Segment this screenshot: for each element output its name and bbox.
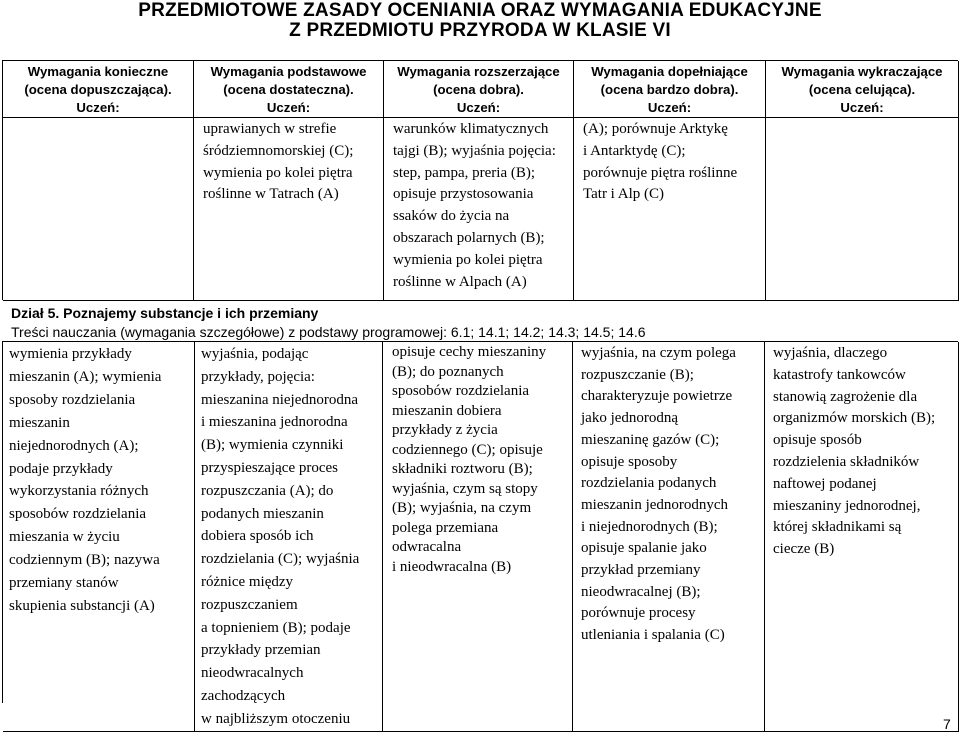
cell-line: rozdzielenia składników <box>773 453 920 470</box>
header-name: Wymagania rozszerzające <box>397 64 560 79</box>
cell-line: rozpuszczaniem <box>201 596 298 613</box>
header-cell <box>574 61 766 118</box>
header-uczen: Uczeń: <box>840 100 884 115</box>
cell-line: naftowej podanej <box>773 475 877 492</box>
header-cell <box>194 61 384 118</box>
cell-line: nieodwracalnych <box>201 665 304 682</box>
cell-line: polega przemiana <box>392 519 499 536</box>
header-uczen: Uczeń: <box>647 100 692 115</box>
cell-line: a topnieniem (B); podaje <box>201 619 351 636</box>
cell-line: warunków klimatycznych <box>393 121 549 137</box>
requirements-table-header <box>2 60 958 300</box>
header-grade: (ocena celująca). <box>808 82 916 97</box>
cell-line: i nieodwracalna (B) <box>392 558 512 575</box>
cell-line: step, pampa, preria (B); <box>393 164 536 181</box>
cell-line: przemiany stanów <box>9 575 119 592</box>
cell-line: codziennego (C); opisuje <box>392 441 543 458</box>
cell-line: (B); do poznanych <box>392 363 504 380</box>
cell-line: tajgi (B); wyjaśnia pojęcia: <box>393 142 556 159</box>
cell-line: porównuje procesy <box>581 605 696 622</box>
cell-line: skupienia substancji (A) <box>9 597 155 614</box>
cell-line: dobiera sposób ich <box>201 528 314 545</box>
section-curriculum: Treści nauczania (wymagania szczegółowe) z podstawy programowej: 6.1; 14.1; 14.2; 14.3; 14.5; 14.6 <box>11 324 646 340</box>
cell-line: mieszania w życiu <box>9 529 120 546</box>
table-cell <box>384 118 574 301</box>
cell-line: przykłady z życia <box>392 422 498 438</box>
cell-line: której składnikami są <box>773 519 902 536</box>
table-cell <box>574 118 766 301</box>
header-uczen: Uczeń: <box>266 100 311 115</box>
cell-line: wyjaśnia, dlaczego <box>773 345 888 361</box>
table-cell <box>194 118 384 301</box>
cell-line: mieszaninę gazów (C); <box>581 431 720 448</box>
table-cell <box>573 342 765 732</box>
cell-line: śródziemnomorskiej (C); <box>203 142 354 159</box>
cell-line: przykład przemiany <box>581 562 701 579</box>
cell-line: sposoby rozdzielania <box>9 391 136 408</box>
table-cell <box>765 342 959 732</box>
cell-line: porównuje piętra roślinne <box>583 164 738 181</box>
cell-line: Tatr i Alp (C) <box>583 186 665 203</box>
cell-line: ssaków do życia na <box>393 208 510 225</box>
cell-line: mieszanin jednorodnych <box>581 496 729 513</box>
cell-line: nieodwracalnej (B); <box>581 583 701 600</box>
cell-line: (B); wyjaśnia, na czym <box>392 500 532 516</box>
cell-line: stanowią zagrożenie dla <box>773 388 918 405</box>
page-title: PRZEDMIOTOWE ZASADY OCENIANIA ORAZ WYMAGANIA EDUKACYJNE <box>138 0 822 21</box>
cell-line: przykłady, pojęcia: <box>201 368 315 385</box>
table-cell <box>3 118 194 301</box>
cell-line: sposobów rozdzielania <box>9 506 147 523</box>
cell-line: przyspieszające proces <box>201 459 339 476</box>
page-number: 7 <box>943 716 951 732</box>
cell-line: mieszaniny jednorodnej, <box>773 497 921 514</box>
cell-line: (A); porównuje Arktykę <box>583 121 728 137</box>
section-requirements-table <box>2 341 958 727</box>
cell-line: opisuje sposoby <box>581 453 678 470</box>
cell-line: i Antarktydę (C); <box>583 142 686 159</box>
cell-line: obszarach polarnych (B); <box>393 229 545 246</box>
cell-line: organizmów morskich (B); <box>773 410 936 427</box>
header-grade: (ocena dopuszczająca). <box>24 82 172 97</box>
cell-line: uprawianych w strefie <box>203 121 337 137</box>
cell-line: zachodzących <box>201 687 286 704</box>
table-cell <box>3 342 195 732</box>
cell-line: sposobów rozdzielania <box>392 383 530 399</box>
header-uczen: Uczeń: <box>76 100 120 115</box>
cell-line: wyjaśnia, na czym polega <box>581 345 736 361</box>
header-grade: (ocena bardzo dobra). <box>600 82 739 97</box>
header-uczen: Uczeń: <box>456 100 501 115</box>
cell-line: wymienia po kolei piętra <box>393 251 543 268</box>
cell-line: odwracalna <box>392 539 462 555</box>
cell-line: opisuje przystosowania <box>393 186 534 203</box>
cell-line: opisuje sposób <box>773 432 862 449</box>
cell-line: mieszanin <box>9 414 70 431</box>
header-grade: (ocena dobra). <box>433 82 524 97</box>
header-name: Wymagania dopełniające <box>591 64 748 79</box>
cell-line: charakteryzuje powietrze <box>581 388 733 405</box>
cell-line: (B); wymienia czynniki <box>201 437 344 454</box>
cell-line: rozdzielania podanych <box>581 475 717 492</box>
cell-line: katastrofy tankowców <box>773 366 906 383</box>
cell-line: roślinne w Tatrach (A) <box>203 186 339 203</box>
cell-line: roślinne w Alpach (A) <box>393 273 527 290</box>
header-cell <box>3 61 194 118</box>
table-cell <box>195 342 383 732</box>
cell-line: rozpuszczanie (B); <box>581 366 694 383</box>
cell-line: jako jednorodną <box>581 410 679 427</box>
cell-line: różnice między <box>201 573 294 590</box>
cell-line: wyjaśnia, czym są stopy <box>392 480 538 497</box>
cell-line: codziennym (B); nazywa <box>9 552 160 569</box>
cell-line: podaje przykłady <box>9 460 113 477</box>
table-cell <box>766 118 959 301</box>
cell-line: opisuje spalanie jako <box>581 540 707 557</box>
cell-line: mieszanina niejednorodna <box>201 391 359 408</box>
cell-line: rozpuszczania (A); do <box>201 482 334 499</box>
cell-line: i niejednorodnych (B); <box>581 518 718 535</box>
table-cell <box>383 342 573 732</box>
cell-line: utleniania i spalania (C) <box>581 627 725 644</box>
cell-line: mieszanin dobiera <box>392 402 502 419</box>
section-title: Dział 5. Poznajemy substancje i ich przemiany <box>11 305 319 321</box>
cell-line: przykłady przemian <box>201 642 321 659</box>
cell-line: opisuje cechy mieszaniny <box>392 344 547 360</box>
cell-line: wykorzystania różnych <box>9 483 149 500</box>
header-name: Wymagania podstawowe <box>210 64 367 79</box>
cell-line: składniki roztworu (B); <box>392 461 533 477</box>
cell-line: w najbliższym otoczeniu <box>201 710 351 727</box>
header-name: Wymagania wykraczające <box>781 64 943 79</box>
cell-line: rozdzielania (C); wyjaśnia <box>201 551 360 568</box>
header-cell <box>766 61 959 118</box>
cell-line: wymienia przykłady <box>9 346 132 362</box>
cell-line: podanych mieszanin <box>201 505 324 522</box>
cell-line: wyjaśnia, podając <box>201 346 309 362</box>
cell-line: mieszanin (A); wymienia <box>9 368 162 385</box>
cell-line: niejednorodnych (A); <box>9 437 139 454</box>
header-grade: (ocena dostateczna). <box>223 82 354 97</box>
cell-line: ciecze (B) <box>773 541 835 558</box>
header-name: Wymagania konieczne <box>27 64 169 79</box>
cell-line: i mieszanina jednorodna <box>201 414 348 431</box>
page-subtitle: Z PRZEDMIOTU PRZYRODA W KLASIE VI <box>289 20 671 41</box>
header-cell <box>384 61 574 118</box>
cell-line: wymienia po kolei piętra <box>203 164 353 181</box>
